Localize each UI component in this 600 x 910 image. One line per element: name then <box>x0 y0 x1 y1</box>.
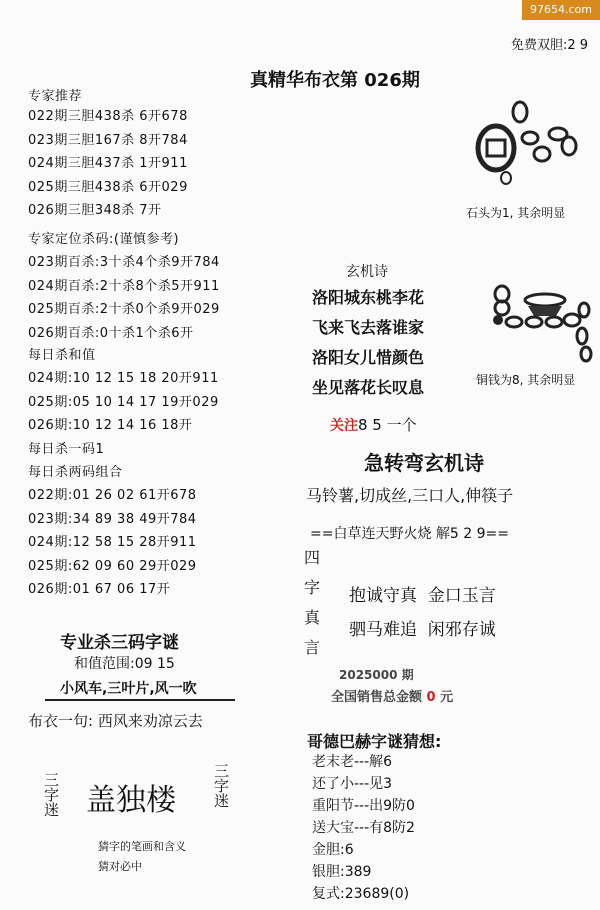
page-title: 真精华布衣第 026期 <box>250 70 420 91</box>
turn-poem-heading: 急转弯玄机诗 <box>364 451 484 475</box>
list-item: 023期:34 89 38 49开784 <box>28 511 197 527</box>
list-item: 送大宝---有8防2 <box>312 820 415 836</box>
list-item: 022期:01 26 02 61开678 <box>28 488 197 503</box>
list-item: 025期:05 10 14 17 19开029 <box>28 394 219 410</box>
list-item: 024期三胆437杀 1开911 <box>28 156 188 171</box>
coin-chain-image <box>490 276 596 366</box>
daily-sum-lines <box>28 367 219 438</box>
four-char-label-char: 言 <box>304 638 321 657</box>
turn-poem-line: 马铃薯,切成丝,三口人,伸筷子 <box>306 486 514 505</box>
daily-two-lines <box>28 484 197 602</box>
list-item: 还了小---见3 <box>312 776 393 792</box>
list-item: 024期:12 58 15 28开911 <box>28 535 197 550</box>
expert-heading: 专家推荐 <box>28 89 83 104</box>
list-item: 复式:23689(0) <box>312 886 410 902</box>
list-item: 024期:10 12 15 18 20开911 <box>28 371 219 386</box>
sales-label: 全国销售总金额 <box>331 690 423 705</box>
position-kill-lines <box>28 251 220 345</box>
list-item: 025期:62 09 60 29开029 <box>28 558 197 574</box>
sales-unit: 元 <box>440 690 454 705</box>
riddle3-range: 和值范围:09 15 <box>74 656 175 672</box>
coin-caption: 铜钱为8, 其余明显 <box>476 373 576 387</box>
list-item: 金胆:6 <box>312 842 354 858</box>
poem-lines <box>312 283 424 403</box>
focus-value: 8 5 一个 <box>358 416 417 434</box>
riddle3-title: 专业杀三码字谜 <box>60 633 179 653</box>
sales-total <box>331 686 453 705</box>
list-item: 老末老---解6 <box>312 754 393 770</box>
list-item: 026期:01 67 06 17开 <box>28 582 171 597</box>
baicao-line: ==白草连天野火烧 解5 2 9== <box>310 526 509 542</box>
expert-lines <box>28 105 188 223</box>
three-char-right-label: 三字迷 <box>212 763 230 808</box>
list-item: 024期百杀:2十杀8个杀5开911 <box>28 278 220 294</box>
poem-line: 飞来飞去落谁家 <box>312 318 425 337</box>
position-kill-heading: 专家定位杀码:(谨慎参考) <box>28 232 180 247</box>
list-item: 026期百杀:0十杀1个杀6开 <box>28 325 194 341</box>
three-char-hint2: 猜对必中 <box>98 860 142 873</box>
four-char-label-char: 四 <box>304 548 321 567</box>
poem-line: 坐见落花长叹息 <box>312 378 425 397</box>
list-item: 026期三胆348杀 7开 <box>28 203 162 218</box>
focus-label: 关注 <box>330 418 358 434</box>
buyi-sentence: 布衣一句: 西风来劝凉云去 <box>28 712 203 730</box>
goethe-heading: 哥德巴赫字谜猜想: <box>307 732 442 751</box>
three-char-left-label: 三字迷 <box>42 772 60 817</box>
list-item: 023期百杀:3十杀4个杀9开784 <box>28 255 220 270</box>
list-item: 026期:10 12 14 16 18开 <box>28 418 193 433</box>
list-item: 025期三胆438杀 6开029 <box>28 179 188 195</box>
sales-value: 0 <box>426 690 436 705</box>
daily-two-heading: 每日杀两码组合 <box>28 465 123 480</box>
list-item: 重阳节---出9防0 <box>312 798 415 814</box>
four-char-label-char: 字 <box>304 578 321 597</box>
list-item: 银胆:389 <box>312 864 372 880</box>
poem-line: 洛阳城东桃李花 <box>312 288 425 307</box>
daily-sum-heading: 每日杀和值 <box>28 348 96 363</box>
daily-one-heading: 每日杀一码1 <box>28 442 105 457</box>
riddle3-clue: 小风车,三叶片,风一吹 <box>60 681 197 697</box>
divider <box>45 699 235 701</box>
list-item: 025期百杀:2十杀0个杀9开029 <box>28 302 220 317</box>
poem-focus <box>330 414 417 435</box>
sales-period: 2025000 期 <box>339 668 414 682</box>
site-badge: 97654.com <box>522 0 600 20</box>
three-char-hint1: 猜字的笔画和含义 <box>98 840 186 853</box>
list-item: 023期三胆167杀 8开784 <box>28 132 188 148</box>
poem-heading: 玄机诗 <box>346 264 388 280</box>
three-char-word: 盖独楼 <box>86 783 176 818</box>
list-item: 022期三胆438杀 6开678 <box>28 109 188 124</box>
free-pick: 免费双胆:2 9 <box>510 38 588 53</box>
goethe-lines <box>312 751 415 905</box>
four-char-label <box>304 543 320 663</box>
four-char-label-char: 真 <box>304 608 321 627</box>
poem-line: 洛阳女儿惜颜色 <box>312 348 425 367</box>
stone-caption: 石头为1, 其余明显 <box>466 206 566 220</box>
stone-chain-image <box>468 96 586 192</box>
four-char-row1: 抱诚守真 金口玉言 <box>349 586 496 606</box>
four-char-row2: 驷马难追 闲邪存诚 <box>349 620 496 640</box>
